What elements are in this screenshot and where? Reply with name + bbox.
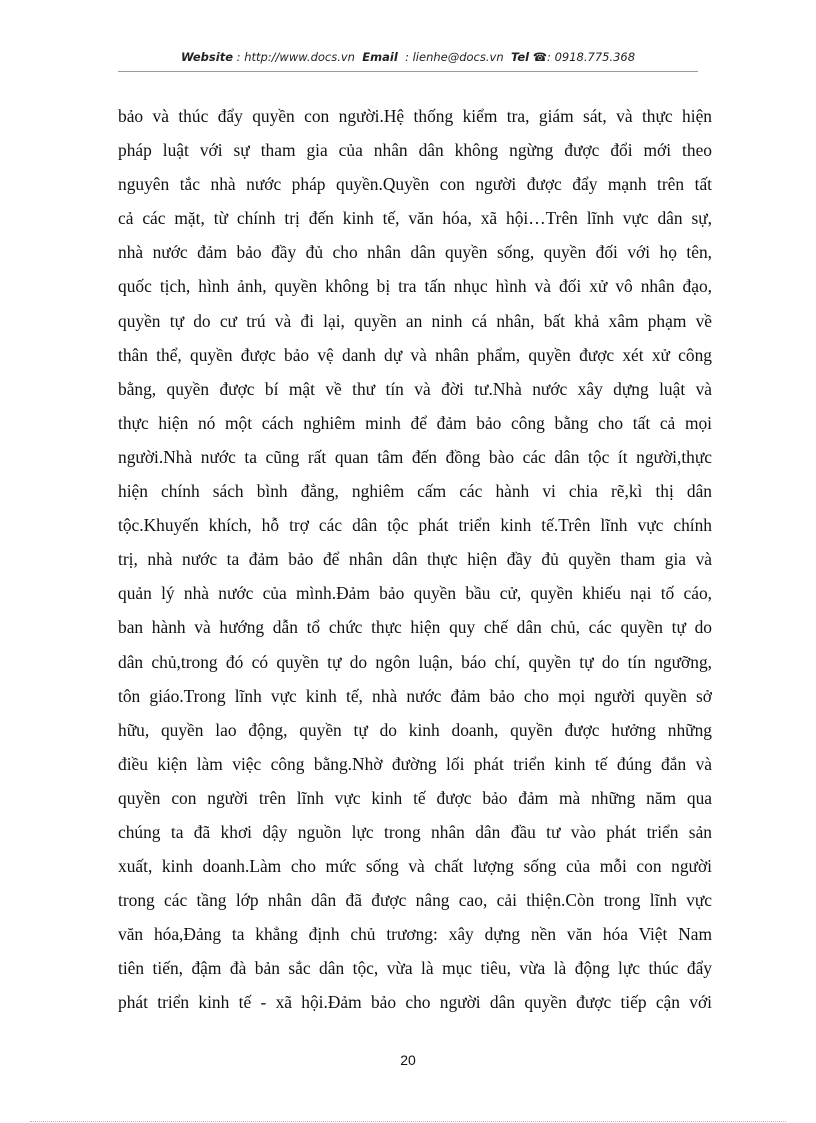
text-line: hiện chính sách bình đẳng, nghiêm cấm các hành vi chia rẽ,kì thị dân (118, 481, 712, 502)
text-line: quyền con người trên lĩnh vực kinh tế được bảo đảm mà những năm qua (118, 787, 712, 808)
text-line: chúng ta đã khơi dậy nguồn lực trong nhân dân đầu tư vào phát triển sản (118, 821, 712, 842)
text-line: quản lý nhà nước của mình.Đảm bảo quyền bầu cử, quyền khiếu nại tố cáo, (118, 583, 712, 604)
tel-label: Tel (510, 50, 530, 64)
tel-number: : 0918.775.368 (547, 50, 636, 64)
body-text (118, 99, 712, 1020)
text-line: phát triển kinh tế - xã hội.Đảm bảo cho người dân quyền được tiếp cận với (118, 992, 712, 1013)
page-header (118, 50, 698, 64)
text-line: tộc.Khuyến khích, hỗ trợ các dân tộc phát triển kinh tế.Trên lĩnh vực chính (118, 515, 712, 536)
text-line: văn hóa,Đảng ta khẳng định chủ trương: xây dựng nền văn hóa Việt Nam (118, 924, 712, 945)
page-number: 20 (400, 1052, 416, 1068)
text-line: xuất, kinh doanh.Làm cho mức sống và chất lượng sống của mỗi con người (118, 856, 712, 877)
text-line: bằng, quyền được bí mật về thư tín và đời tư.Nhà nước xây dựng luật và (118, 378, 712, 399)
text-line: trong các tầng lớp nhân dân đã được nâng cao, cải thiện.Còn trong lĩnh vực (118, 890, 712, 911)
text-line: quyền tự do cư trú và đi lại, quyền an ninh cá nhân, bất khả xâm phạm về (118, 310, 712, 331)
text-line: cả các mặt, từ chính trị đến kinh tế, văn hóa, xã hội…Trên lĩnh vực dân sự, (118, 208, 712, 229)
text-line: tôn giáo.Trong lĩnh vực kinh tế, nhà nước đảm bảo cho mọi người quyền sở (118, 685, 712, 706)
text-line: bảo và thúc đẩy quyền con người.Hệ thống kiểm tra, giám sát, và thực hiện (118, 106, 712, 126)
text-line: hữu, quyền lao động, quyền tự do kinh doanh, quyền được hưởng những (118, 719, 712, 740)
website-label: Website (180, 50, 234, 64)
text-line: nhà nước đảm bảo đầy đủ cho nhân dân quyền sống, quyền đối với họ tên, (118, 242, 712, 263)
text-line: thực hiện nó một cách nghiêm minh để đảm bảo công bằng cho tất cả mọi (118, 412, 712, 433)
page-bottom-edge (30, 1121, 786, 1122)
text-line: tiên tiến, đậm đà bản sắc dân tộc, vừa là mục tiêu, vừa là động lực thúc đẩy (118, 958, 712, 979)
text-line: ban hành và hướng dẫn tổ chức thực hiện quy chế dân chủ, các quyền tự do (118, 617, 712, 638)
text-line: quốc tịch, hình ảnh, quyền không bị tra tấn nhục hình và đối xử vô nhân đạo, (118, 276, 712, 297)
website-url[interactable]: : http://www.docs.vn (236, 50, 355, 64)
text-line: thân thể, quyền được bảo vệ danh dự và nhân phẩm, quyền được xét xử công (118, 344, 712, 365)
header-divider (118, 71, 698, 72)
text-line: dân chủ,trong đó có quyền tự do ngôn luận, báo chí, quyền tự do tín ngưỡng, (118, 651, 712, 672)
email-label: Email (362, 50, 398, 64)
email-address[interactable]: : lienhe@docs.vn (405, 50, 504, 64)
text-line: người.Nhà nước ta cũng rất quan tâm đến đồng bào các dân tộc ít người,thực (118, 446, 712, 467)
phone-icon: ☎ (532, 50, 548, 64)
text-line: pháp luật với sự tham gia của nhân dân không ngừng được đổi mới theo (118, 140, 712, 161)
text-line: điều kiện làm việc công bằng.Nhờ đường lối phát triển kinh tế đúng đắn và (118, 753, 712, 774)
text-line: trị, nhà nước ta đảm bảo để nhân dân thực hiện đầy đủ quyền tham gia và (118, 549, 712, 570)
text-line: nguyên tắc nhà nước pháp quyền.Quyền con người được đẩy mạnh trên tất (118, 174, 712, 195)
